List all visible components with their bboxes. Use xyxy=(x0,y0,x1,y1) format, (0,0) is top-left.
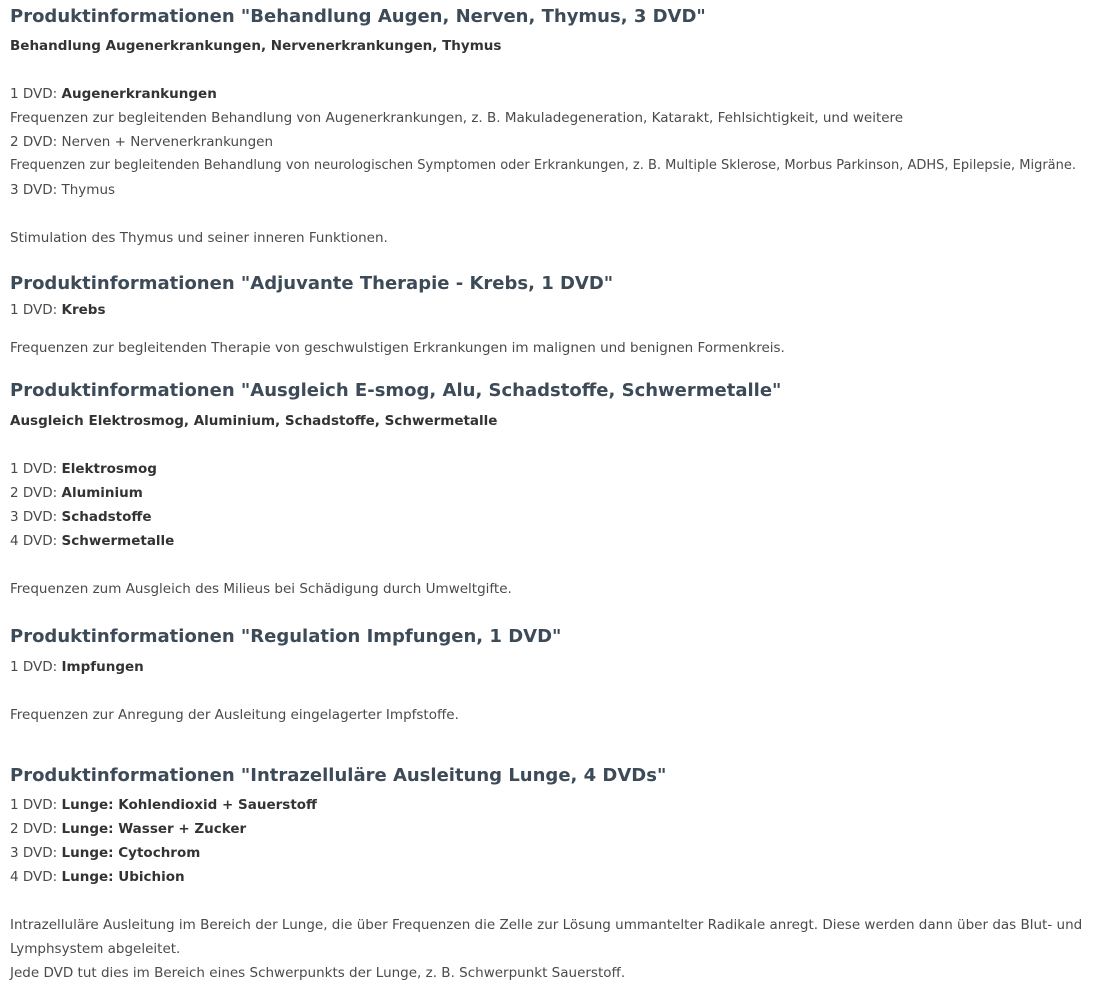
dvd-name: Impfungen xyxy=(61,659,144,675)
dvd-prefix: 3 DVD: xyxy=(10,509,62,525)
section-title-lunge: Produktinformationen "Intrazelluläre Ausleitung Lunge, 4 DVDs" xyxy=(10,765,667,786)
section-description: Lymphsystem abgeleitet. xyxy=(10,941,181,957)
section-subtitle-augen: Behandlung Augenerkrankungen, Nervenerkrankungen, Thymus xyxy=(10,38,502,54)
section-title-krebs: Produktinformationen "Adjuvante Therapie - Krebs, 1 DVD" xyxy=(10,273,614,294)
section-subtitle-esmog: Ausgleich Elektrosmog, Aluminium, Schadstoffe, Schwermetalle xyxy=(10,413,498,429)
dvd-prefix: 3 DVD: xyxy=(10,845,62,861)
dvd-prefix: 1 DVD: xyxy=(10,797,62,813)
dvd-name: Augenerkrankungen xyxy=(61,86,217,102)
dvd-prefix: 1 DVD: xyxy=(10,461,62,477)
dvd-name: Elektrosmog xyxy=(61,461,157,477)
dvd-description: Frequenzen zur begleitenden Behandlung von neurologischen Symptomen oder Erkrankungen, z. B. Multiple Sklerose, Morbus Parkinson, ADHS, Epilepsie, Migräne. xyxy=(10,158,1077,173)
dvd-line xyxy=(10,817,246,841)
section-description: Jede DVD tut dies im Bereich eines Schwerpunkts der Lunge, z. B. Schwerpunkt Sauerstoff. xyxy=(10,965,626,981)
dvd-name: Lunge: Cytochrom xyxy=(61,845,201,861)
dvd-name: Lunge: Kohlendioxid + Sauerstoff xyxy=(61,797,317,813)
dvd-line xyxy=(10,457,157,481)
dvd-name: Schwermetalle xyxy=(61,533,175,549)
dvd-name: Lunge: Ubichion xyxy=(61,869,185,885)
dvd-line: 3 DVD: Thymus xyxy=(10,182,116,198)
dvd-prefix: 2 DVD: xyxy=(10,485,62,501)
dvd-line xyxy=(10,655,144,679)
section-description: Frequenzen zum Ausgleich des Milieus bei Schädigung durch Umweltgifte. xyxy=(10,581,512,597)
dvd-name: Krebs xyxy=(61,302,106,318)
dvd-prefix: 4 DVD: xyxy=(10,533,62,549)
dvd-prefix: 2 DVD: xyxy=(10,821,62,837)
dvd-name: Aluminium xyxy=(61,485,143,501)
dvd-line xyxy=(10,865,185,889)
dvd-line xyxy=(10,481,143,505)
dvd-prefix: 1 DVD: xyxy=(10,86,62,102)
dvd-line xyxy=(10,505,151,529)
dvd-description: Stimulation des Thymus und seiner inneren Funktionen. xyxy=(10,230,388,246)
dvd-line: 2 DVD: Nerven + Nervenerkrankungen xyxy=(10,134,274,150)
dvd-line xyxy=(10,82,217,106)
dvd-name: Lunge: Wasser + Zucker xyxy=(61,821,247,837)
dvd-description: Frequenzen zur begleitenden Behandlung von Augenerkrankungen, z. B. Makuladegeneration, Katarakt, Fehlsichtigkeit, und weitere xyxy=(10,110,904,126)
dvd-prefix: 1 DVD: xyxy=(10,302,62,318)
dvd-line xyxy=(10,298,106,322)
section-title-impfungen: Produktinformationen "Regulation Impfungen, 1 DVD" xyxy=(10,626,562,647)
section-description: Frequenzen zur begleitenden Therapie von geschwulstigen Erkrankungen im malignen und benignen Formenkreis. xyxy=(10,340,785,356)
section-description: Frequenzen zur Anregung der Ausleitung eingelagerter Impfstoffe. xyxy=(10,707,459,723)
section-description: Intrazelluläre Ausleitung im Bereich der Lunge, die über Frequenzen die Zelle zur Lösung ummantelter Radikale anregt. Diese werden dann über das Blut- und xyxy=(10,917,1083,933)
dvd-name: Schadstoffe xyxy=(61,509,152,525)
dvd-line xyxy=(10,529,174,553)
dvd-prefix: 1 DVD: xyxy=(10,659,62,675)
dvd-line xyxy=(10,793,317,817)
dvd-line xyxy=(10,841,200,865)
section-title-augen: Produktinformationen "Behandlung Augen, Nerven, Thymus, 3 DVD" xyxy=(10,6,706,27)
section-title-esmog: Produktinformationen "Ausgleich E-smog, Alu, Schadstoffe, Schwermetalle" xyxy=(10,380,782,401)
dvd-prefix: 4 DVD: xyxy=(10,869,62,885)
